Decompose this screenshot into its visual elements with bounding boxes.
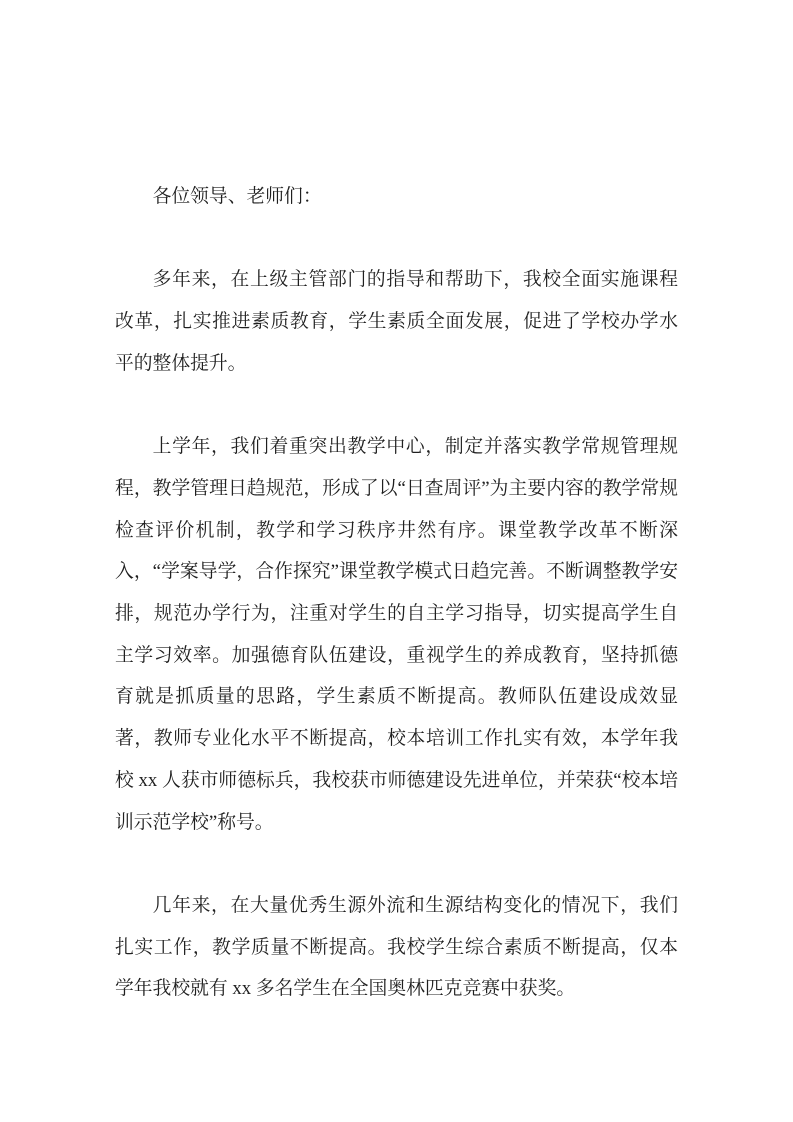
- paragraph-overview: 多年来，在上级主管部门的指导和帮助下，我校全面实施课程改革，扎实推进素质教育，学生素质全面发展，促进了学校办学水平的整体提升。: [115, 269, 678, 374]
- salutation-paragraph: 各位领导、老师们：: [152, 186, 322, 207]
- paragraph-teaching-management: 上学年，我们着重突出教学中心，制定并落实教学常规管理规程，教学管理日趋规范，形成了以“日查周评”为主要内容的教学常规检查评价机制，教学和学习秩序井然有序。课堂教学改革不断深入，“学案导学，合作探究”课堂教学模式日趋完善。不断调整教学安排，规范办学行为，注重对学生的自主学习指导，切实提高学生自主学习效率。加强德育队伍建设，重视学生的养成教育，坚持抓德育就是抓质量的思路，学生素质不断提高。教师队伍建设成效显著，教师专业化水平不断提高，校本培训工作扎实有效，本学年我校 xx 人获市师德标兵，我校获市师德建设先进单位，并荣获“校本培训示范学校”称号。: [115, 436, 678, 833]
- paragraph-achievements: 几年来，在大量优秀生源外流和生源结构变化的情况下，我们扎实工作，教学质量不断提高。我校学生综合素质不断提高，仅本学年我校就有 xx 多名学生在全国奥林匹克竞赛中获奖。: [115, 894, 678, 1000]
- document-body: [115, 176, 678, 1010]
